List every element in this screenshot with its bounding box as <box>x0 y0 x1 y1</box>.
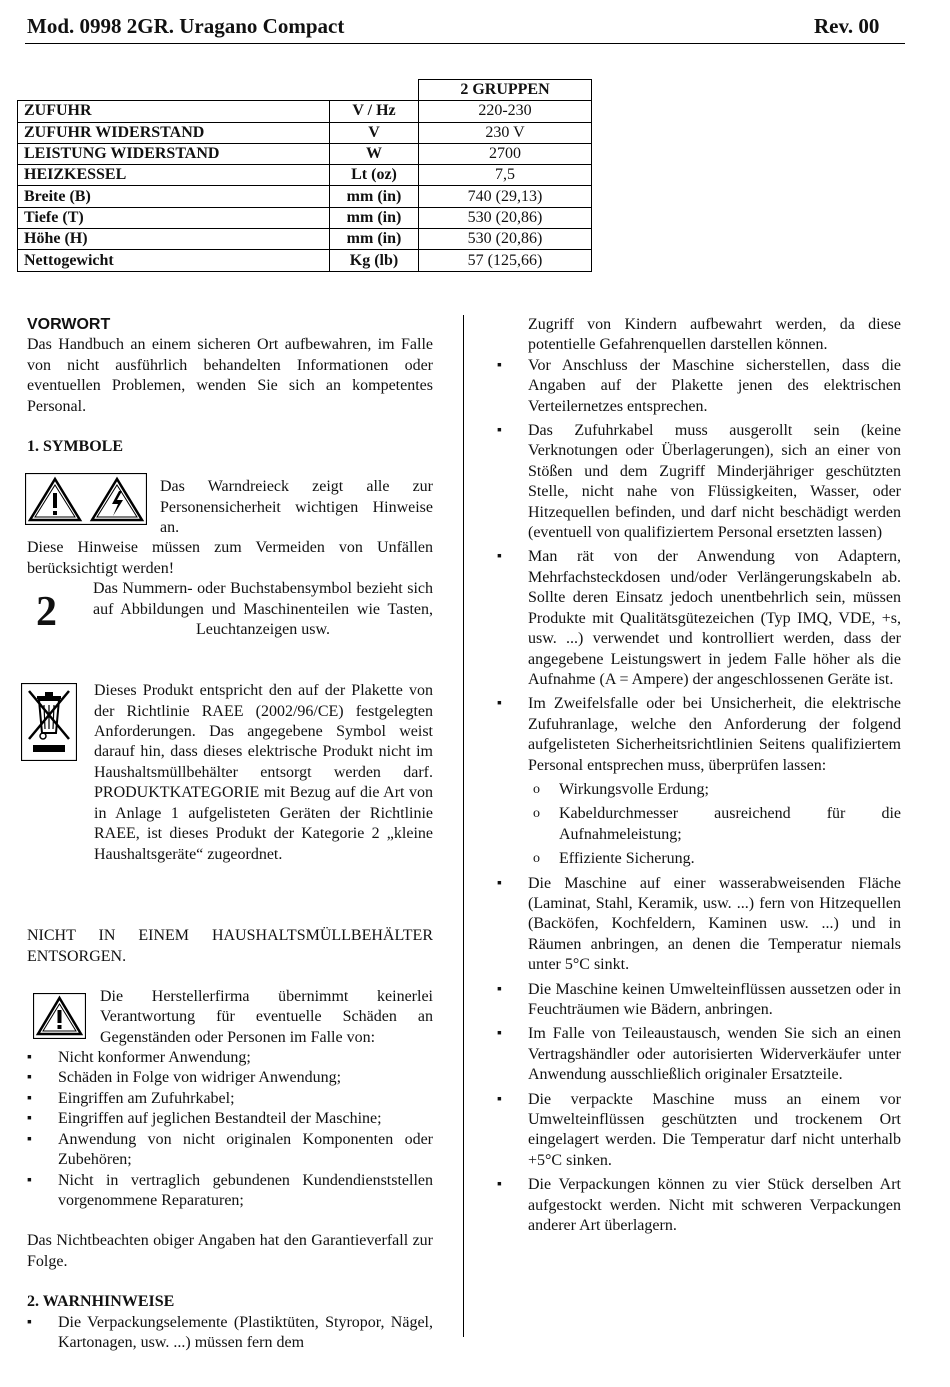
list-item: ▪ Nicht in vertraglich gebundenen Kundendienststellen vorgenommene Reparaturen; <box>27 1171 433 1212</box>
table-row <box>18 229 592 250</box>
list-item: ▪ Man rät von der Anwendung von Adaptern, Mehrfachsteckdosen und/oder Verlängerungskabeln ab. Sollte deren Einsatz jedoch unentbehrlich sein, müssen Produkte mit Qualitätsgütezeichen (Typ IMQ, VDE, +s, usw. ...) verwendet und kontrolliert werden, dass der angegebene Leistungswert in jedem Falle höher als die Aufnahme (A = Ampere) der angeschlossenen Geräte ist. <box>497 547 901 690</box>
list-item: ▪ Im Zweifelsfalle oder bei Unsicherheit, die elektrische Zufuhranlage, welche den Anforderung der folgend aufgelisteten Sicherheitsrichtlinien Seitens qualifiziertem Personal entsprechen muss, überprüfen lassen: <box>497 694 901 776</box>
list-item: ▪ Schäden in Folge von widriger Anwendung; <box>27 1068 433 1088</box>
spec-value: 230 V <box>419 122 592 143</box>
list-item: ▪ Eingriffen auf jeglichen Bestandteil der Maschine; <box>27 1109 433 1129</box>
spec-label: Höhe (H) <box>18 229 330 250</box>
warning-icon <box>33 993 86 1045</box>
number-symbol: 2 <box>36 589 57 636</box>
spec-unit: V / Hz <box>330 101 419 122</box>
continuation-text: Zugriff von Kindern aufbewahrt werden, da diese potentielle Gefahrenquellen darstellen können. <box>528 316 901 354</box>
list-item: ▪ Im Falle von Teileaustausch, wenden Sie sich an einen Vertragshändler oder autorisierten Widerverkäufer unter Anwendung ausschließlich originaler Ersatzteile. <box>497 1024 901 1085</box>
list-item: ▪ Vor Anschluss der Maschine sicherstellen, dass die Angaben auf der Plakette jenen des elektrischen Verteilernetzes entsprechen. <box>497 356 901 417</box>
spec-unit: W <box>330 143 419 164</box>
spec-unit: mm (in) <box>330 229 419 250</box>
table-row <box>18 101 592 122</box>
number-symbol-block <box>27 579 433 661</box>
specs-header-row <box>18 80 592 101</box>
spec-label: ZUFUHR WIDERSTAND <box>18 122 330 143</box>
raee-block <box>27 681 433 863</box>
table-row <box>18 186 592 207</box>
vorwort-text: Das Handbuch an einem sicheren Ort aufbewahren, im Falle von nicht ausführlich behandelten Informationen oder eventuellen Problemen, wenden Sie sich an kompetentes Personal. <box>27 336 433 415</box>
vorwort-heading: VORWORT <box>27 316 111 333</box>
list-item: ▪ Die Maschine keinen Umwelteinflüssen aussetzen oder in Feuchträumen wie Bädern, anbringen. <box>497 980 901 1021</box>
list-item: ▪ Die Verpackungen können zu vier Stück derselben Art aufgestockt werden. Nicht mit schweren Verpackungen anderer Art überlagern. <box>497 1175 901 1236</box>
warning-triangle-text: Das Warndreieck zeigt alle zur Personensicherheit wichtigen Hinweise an. <box>160 478 433 537</box>
table-row <box>18 207 592 228</box>
spec-label: Breite (B) <box>18 186 330 207</box>
warning-note: Diese Hinweise müssen zum Vermeiden von Unfällen berücksichtigt werden! <box>27 539 433 577</box>
spec-label: HEIZKESSEL <box>18 165 330 186</box>
spec-value: 2700 <box>419 143 592 164</box>
number-symbol-text: Das Nummern- oder Buchstabensymbol bezieht sich auf Abbildungen und Maschinenteilen wie Tasten, Leuchtanzeigen usw. <box>93 580 433 639</box>
raee-text: Dieses Produkt entspricht den auf der Plakette von der Richtlinie RAEE (2002/96/CE) festgelegten Anforderungen. Das angegebene Symbol weist darauf hin, dass dieses elektrische Produkt nicht im Haushaltsmüllbehälter entsorgt werden darf. PRODUKTKATEGORIE mit Bezug auf die Art von in Anlage 1 aufgelisteten Geräten der Richtlinie RAEE, ist dieses Produkt der Kategorie 2 „kleine Haushaltsgeräte“ zugeordnet. <box>94 682 433 863</box>
warning-electric-icon <box>25 473 147 531</box>
list-item: ▪ Die Verpackungselemente (Plastiktüten, Styropor, Nägel, Kartonagen, usw. ...) müssen fern dem <box>27 1313 433 1354</box>
list-item: ▪ Die verpackte Maschine muss an einem vor Umwelteinflüssen geschützten und trockenem Ort eingelagert werden. Die Temperatur darf nicht unterhalb +5°C sinken. <box>497 1090 901 1172</box>
spec-unit: Kg (lb) <box>330 250 419 271</box>
list-item: o Effiziente Sicherung. <box>497 849 901 869</box>
list-item: ▪ Nicht konformer Anwendung; <box>27 1048 433 1068</box>
warnings-list <box>497 356 901 776</box>
right-column <box>497 315 901 1236</box>
warranty-text: Das Nichtbeachten obiger Angaben hat den Garantieverfall zur Folge. <box>27 1232 433 1270</box>
specs-table <box>17 79 592 272</box>
table-row <box>18 143 592 164</box>
list-item: ▪ Das Zufuhrkabel muss ausgerollt sein (keine Verknotungen oder Überlagerungen), sich an einer von Stößen und dem Zugriff Minderjähriger geschützten Stelle, nicht nahe von Flüssigkeiten, Wasser, oder Hitzequellen befinden, und darf nicht beschädigt werden (eventuell von qualifiziertem Personal ersetzten lassen) <box>497 421 901 543</box>
spec-unit: V <box>330 122 419 143</box>
list-item: o Kabeldurchmesser ausreichend für die Aufnahmeleistung; <box>497 804 901 845</box>
column-divider <box>463 315 464 1337</box>
table-row <box>18 165 592 186</box>
spec-value: 7,5 <box>419 165 592 186</box>
spec-label: Tiefe (T) <box>18 207 330 228</box>
spec-value: 57 (125,66) <box>419 250 592 271</box>
list-item: ▪ Anwendung von nicht originalen Komponenten oder Zubehören; <box>27 1130 433 1171</box>
spec-value: 740 (29,13) <box>419 186 592 207</box>
liability-text: Die Herstellerfirma übernimmt keinerlei Verantwortung für eventuelle Schäden an Gegenständen oder Personen im Falle von: <box>100 988 433 1046</box>
table-row <box>18 122 592 143</box>
spec-value: 530 (20,86) <box>419 207 592 228</box>
warning-symbol-block <box>27 477 433 538</box>
liability-list <box>27 1048 433 1211</box>
group-header: 2 GRUPPEN <box>419 80 592 101</box>
warnings-list-start <box>27 1313 433 1354</box>
spec-label: Nettogewicht <box>18 250 330 271</box>
raee-text-intro <box>94 681 433 865</box>
warnings-list-continued <box>497 874 901 1237</box>
list-item: ▪ Die Maschine auf einer wasserabweisenden Fläche (Laminat, Stahl, Keramik, usw. ...) fern von Hitzequellen (Backöfen, Kochfeldern, Kaminen usw. ...) und in Räumen anbringen, an denen die Temperatur niemals unter 5°C sinkt. <box>497 874 901 976</box>
spec-unit: mm (in) <box>330 207 419 228</box>
revision-label: Rev. 00 <box>814 14 880 38</box>
spec-value: 220-230 <box>419 101 592 122</box>
raee-warning: NICHT IN EINEM HAUSHALTSMÜLLBEHÄLTER ENTSORGEN. <box>27 927 433 965</box>
spec-unit: Lt (oz) <box>330 165 419 186</box>
left-column <box>27 315 433 1353</box>
model-title: Mod. 0998 2GR. Uragano Compact <box>27 14 345 38</box>
safety-sublist <box>497 780 901 870</box>
header-rule <box>25 43 905 44</box>
liability-block <box>27 987 433 1048</box>
list-item: o Wirkungsvolle Erdung; <box>497 780 901 800</box>
symbole-heading: 1. SYMBOLE <box>27 438 124 456</box>
list-item: ▪ Eingriffen am Zufuhrkabel; <box>27 1089 433 1109</box>
spec-unit: mm (in) <box>330 186 419 207</box>
crossed-bin-icon <box>21 683 77 767</box>
warnhinweise-heading: 2. WARNHINWEISE <box>27 1293 175 1311</box>
spec-label: ZUFUHR <box>18 101 330 122</box>
spec-label: LEISTUNG WIDERSTAND <box>18 143 330 164</box>
spec-value: 530 (20,86) <box>419 229 592 250</box>
table-row <box>18 250 592 271</box>
